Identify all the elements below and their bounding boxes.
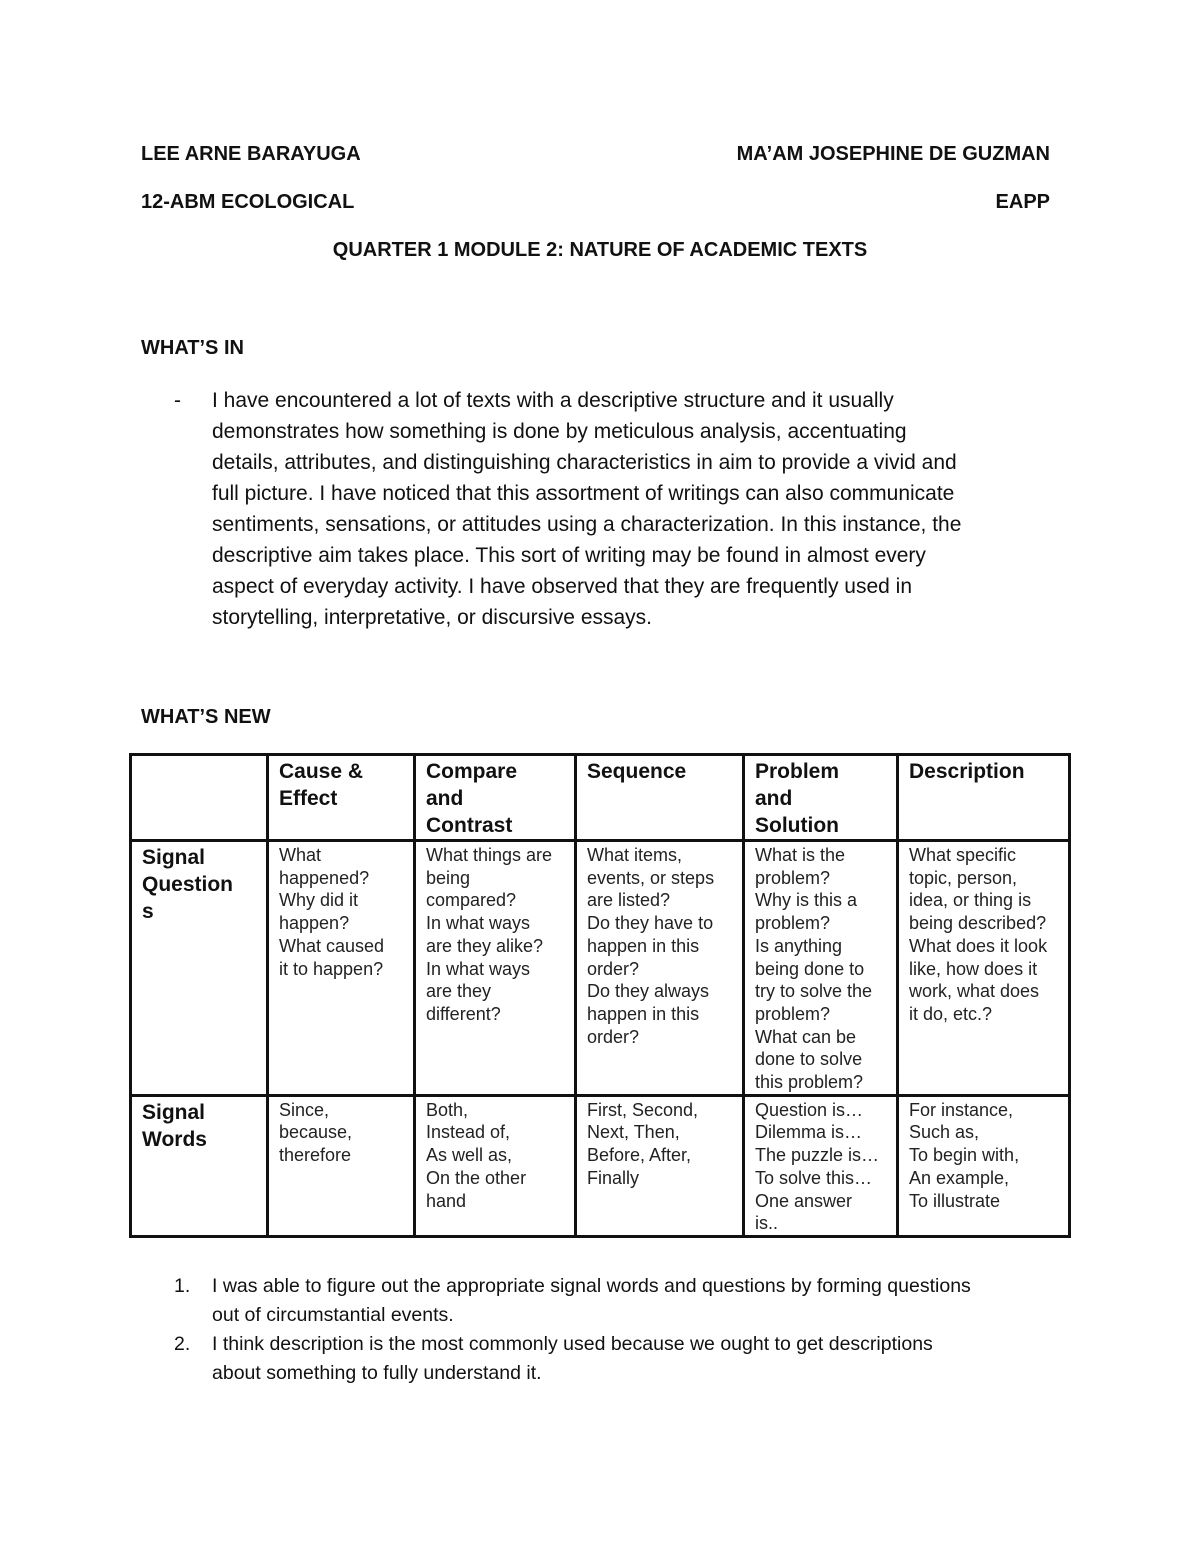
cell-line: order? [587, 958, 640, 979]
cell-line: like, how does it [909, 958, 1038, 979]
paragraph-line: descriptive aim takes place. This sort of writing may be found in almost every [212, 544, 926, 567]
cell-line: Compare [426, 760, 518, 783]
cell-line: different? [426, 1003, 501, 1024]
cell-line: Cause & [279, 760, 364, 783]
cell-line: being described? [909, 913, 1047, 934]
paragraph-line: full picture. I have noticed that this assortment of writings can also communicate [212, 482, 955, 505]
paragraph-line: details, attributes, and distinguishing characteristics in aim to provide a vivid and [212, 451, 957, 474]
table-cell [268, 1095, 415, 1236]
cell-line: Both, [426, 1099, 469, 1120]
cell-line: happen in this [587, 935, 700, 956]
cell-line: In what ways [426, 913, 531, 934]
cell-line: idea, or thing is [909, 890, 1032, 911]
page-title: QUARTER 1 MODULE 2: NATURE OF ACADEMIC TEXTS [332, 239, 868, 261]
cell-line: problem? [755, 913, 831, 934]
cell-line: hand [426, 1190, 467, 1211]
answer-number: 2. [174, 1333, 191, 1355]
table-cell [268, 841, 415, 1096]
cell-line: because, [279, 1122, 353, 1143]
cell-line: To solve this… [755, 1167, 873, 1188]
table-cell [131, 841, 268, 1096]
cell-line: Sequence [587, 760, 687, 783]
signal-questions-row [131, 841, 1070, 1096]
cell-line: this problem? [755, 1072, 864, 1093]
paragraph-line: sentiments, sensations, or attitudes using a characterization. In this instance, the [212, 513, 962, 536]
cell-line: In what ways [426, 958, 531, 979]
cell-line: compared? [426, 890, 517, 911]
cell-line: being done to [755, 958, 865, 979]
whats-in-heading: WHAT’S IN [141, 337, 244, 359]
table-cell [415, 841, 576, 1096]
answer-number: 1. [174, 1275, 191, 1297]
cell-line: problem? [755, 1003, 831, 1024]
cell-line: Such as, [909, 1122, 980, 1143]
cell-line: being [426, 867, 471, 888]
table-cell [576, 755, 744, 841]
table-cell [268, 755, 415, 841]
header-row [131, 755, 1070, 841]
cell-line: are they alike? [426, 935, 544, 956]
table-cell [576, 1095, 744, 1236]
student-name: LEE ARNE BARAYUGA [141, 143, 361, 165]
cell-line: Problem [755, 760, 840, 783]
table-cell [898, 841, 1070, 1096]
cell-line: An example, [909, 1167, 1010, 1188]
cell-line: try to solve the [755, 981, 873, 1002]
cell-line: problem? [755, 867, 831, 888]
cell-line: To illustrate [909, 1190, 1001, 1211]
cell-line: order? [587, 1026, 640, 1047]
cell-line: Question [142, 873, 234, 896]
bullet-dash: - [174, 389, 181, 412]
cell-line: happen in this [587, 1003, 700, 1024]
cell-line: Signal [142, 1100, 206, 1124]
cell-line: For instance, [909, 1099, 1014, 1120]
paragraph-line: I have encountered a lot of texts with a descriptive structure and it usually [212, 389, 894, 412]
answer-line: I was able to figure out the appropriate signal words and questions by forming questions [212, 1275, 971, 1297]
cell-line: done to solve [755, 1049, 863, 1070]
cell-line: First, Second, [587, 1099, 699, 1120]
cell-line: it do, etc.? [909, 1003, 993, 1024]
cell-line: Question is… [755, 1099, 864, 1120]
cell-line: work, what does [909, 981, 1040, 1002]
paragraph-line: demonstrates how something is done by meticulous analysis, accentuating [212, 420, 907, 443]
cell-line: Why did it [279, 890, 359, 911]
subject: EAPP [995, 191, 1050, 213]
teacher-name: MA’AM JOSEPHINE DE GUZMAN [736, 143, 1050, 165]
cell-line: What is the [755, 845, 846, 865]
whats-in-paragraph [212, 385, 961, 633]
answer-line: out of circumstantial events. [212, 1304, 454, 1326]
cell-line: therefore [279, 1145, 352, 1166]
table-cell [744, 755, 898, 841]
cell-line: Solution [755, 814, 839, 837]
cell-line: Words [142, 1127, 207, 1151]
answer-line: I think description is the most commonly used because we ought to get descriptions [212, 1333, 933, 1355]
cell-line: To begin with, [909, 1145, 1020, 1166]
cell-line: What specific [909, 845, 1017, 865]
cell-line: Next, Then, [587, 1122, 680, 1143]
cell-line: What things are [426, 845, 553, 865]
table-cell [415, 1095, 576, 1236]
cell-line: What can be [755, 1026, 857, 1047]
table-cell [898, 755, 1070, 841]
table-cell [131, 755, 268, 841]
cell-line: What does it look [909, 935, 1048, 956]
cell-line: What [279, 845, 322, 865]
cell-line: Before, After, [587, 1145, 692, 1166]
cell-line: s [142, 900, 154, 923]
cell-line: Instead of, [426, 1122, 511, 1143]
cell-line: As well as, [426, 1145, 513, 1166]
paragraph-line: storytelling, interpretative, or discursive essays. [212, 606, 653, 629]
cell-line: happened? [279, 867, 370, 888]
cell-line: and [426, 787, 464, 810]
cell-line: Contrast [426, 814, 513, 837]
table-cell [898, 1095, 1070, 1236]
cell-line: One answer [755, 1190, 853, 1211]
cell-line: What caused [279, 935, 385, 956]
cell-line: What items, [587, 845, 683, 865]
table-cell [415, 755, 576, 841]
cell-line: topic, person, [909, 867, 1018, 888]
whats-new-heading: WHAT’S NEW [141, 706, 271, 728]
cell-line: Is anything [755, 935, 843, 956]
cell-line: and [755, 787, 793, 810]
cell-line: The puzzle is… [755, 1145, 880, 1166]
cell-line: Why is this a [755, 890, 858, 911]
cell-line: Do they have to [587, 913, 714, 934]
cell-line: are they [426, 981, 492, 1002]
cell-line: On the other [426, 1167, 527, 1188]
signal-words-row [131, 1095, 1070, 1236]
section: 12-ABM ECOLOGICAL [141, 191, 355, 213]
table-cell [576, 841, 744, 1096]
table-cell [131, 1095, 268, 1236]
cell-line: Description [909, 760, 1025, 783]
text-structure-table [129, 753, 1071, 1238]
cell-line: Effect [279, 787, 338, 810]
cell-line: Signal [142, 846, 206, 869]
table-cell [744, 1095, 898, 1236]
cell-line: Finally [587, 1167, 640, 1188]
cell-line: happen? [279, 913, 350, 934]
cell-line: Dilemma is… [755, 1122, 863, 1143]
table-cell [744, 841, 898, 1096]
cell-line: events, or steps [587, 867, 715, 888]
answer-line: about something to fully understand it. [212, 1362, 542, 1384]
cell-line: Since, [279, 1099, 330, 1120]
paragraph-line: aspect of everyday activity. I have observed that they are frequently used in [212, 575, 913, 598]
cell-line: it to happen? [279, 958, 384, 979]
cell-line: is.. [755, 1213, 779, 1234]
cell-line: Do they always [587, 981, 710, 1002]
cell-line: are listed? [587, 890, 671, 911]
